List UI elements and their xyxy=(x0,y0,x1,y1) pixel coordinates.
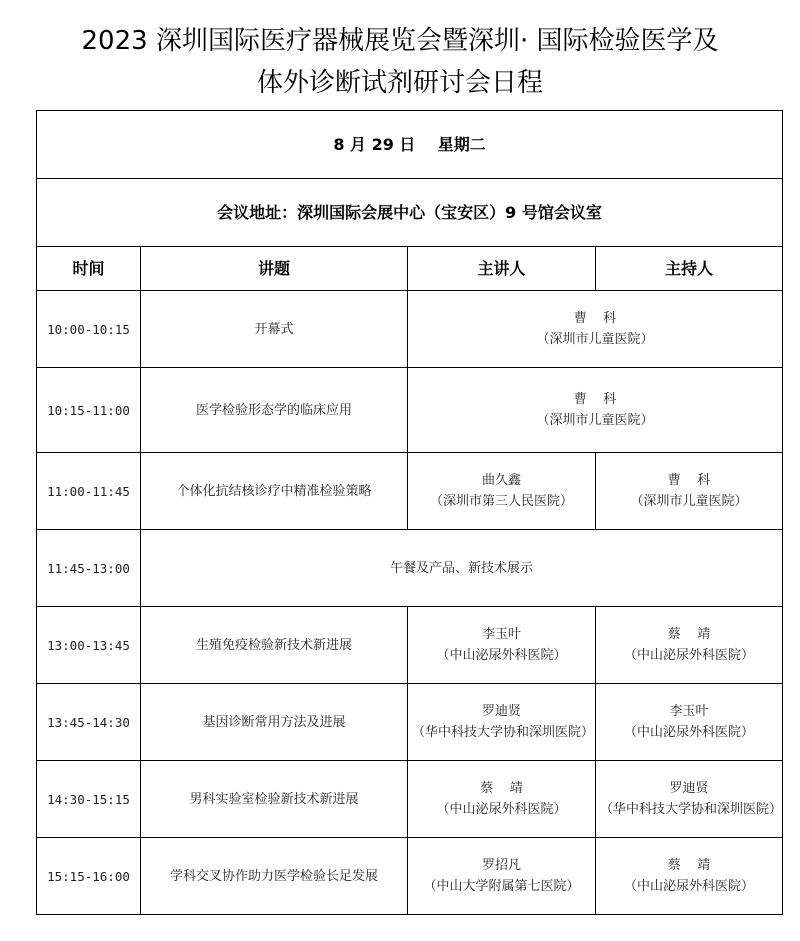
time-cell: 14:30-15:15 xyxy=(37,761,141,838)
host-cell xyxy=(596,838,783,915)
speaker-name: 李玉叶 xyxy=(481,627,521,642)
speaker-org: （华中科技大学协和深圳医院） xyxy=(412,725,595,740)
column-header-topic: 讲题 xyxy=(141,247,408,291)
table-row xyxy=(37,291,783,368)
person-org: （深圳市儿童医院） xyxy=(536,413,654,428)
table-row xyxy=(37,684,783,761)
host-cell xyxy=(596,607,783,684)
host-org: （中山泌尿外科医院） xyxy=(624,879,755,894)
speaker-name: 罗招凡 xyxy=(481,858,521,873)
time-cell: 10:00-10:15 xyxy=(37,291,141,368)
person-org: （深圳市儿童医院） xyxy=(536,332,654,347)
speaker-cell xyxy=(408,607,596,684)
time-cell: 15:15-16:00 xyxy=(37,838,141,915)
topic-cell: 学科交叉协作助力医学检验长足发展 xyxy=(141,838,408,915)
topic-cell: 开幕式 xyxy=(141,291,408,368)
host-name: 李玉叶 xyxy=(669,704,709,719)
topic-cell: 基因诊断常用方法及进展 xyxy=(141,684,408,761)
lunch-cell: 午餐及产品、新技术展示 xyxy=(141,530,783,607)
host-cell xyxy=(596,761,783,838)
table-row xyxy=(37,761,783,838)
schedule-table xyxy=(36,110,783,915)
speaker-host-cell xyxy=(408,291,783,368)
table-row xyxy=(37,368,783,453)
speaker-name: 曲久鑫 xyxy=(481,473,521,488)
person-name: 曹 科 xyxy=(573,311,617,326)
speaker-cell xyxy=(408,453,596,530)
page-title-line-2: 体外诊断试剂研讨会日程 xyxy=(256,68,543,98)
host-org: （深圳市儿童医院） xyxy=(630,494,748,509)
venue-header: 会议地址：深圳国际会展中心（宝安区）9 号馆会议室 xyxy=(37,179,783,247)
host-name: 蔡 靖 xyxy=(667,858,711,873)
speaker-org: （深圳市第三人民医院） xyxy=(429,494,573,509)
time-cell: 11:45-13:00 xyxy=(37,530,141,607)
host-name: 蔡 靖 xyxy=(667,627,711,642)
page-title-line-1: 2023 深圳国际医疗器械展览会暨深圳· 国际检验医学及 xyxy=(81,26,719,56)
host-name: 曹 科 xyxy=(667,473,711,488)
speaker-name: 罗迪贤 xyxy=(481,704,521,719)
speaker-org: （中山泌尿外科医院） xyxy=(436,648,567,663)
topic-cell: 生殖免疫检验新技术新进展 xyxy=(141,607,408,684)
column-header-time: 时间 xyxy=(37,247,141,291)
topic-cell: 个体化抗结核诊疗中精准检验策略 xyxy=(141,453,408,530)
speaker-cell xyxy=(408,684,596,761)
host-org: （华中科技大学协和深圳医院） xyxy=(600,802,783,817)
host-name: 罗迪贤 xyxy=(669,781,709,796)
speaker-host-cell xyxy=(408,368,783,453)
table-row xyxy=(37,453,783,530)
host-cell xyxy=(596,453,783,530)
topic-cell: 男科实验室检验新技术新进展 xyxy=(141,761,408,838)
host-cell xyxy=(596,684,783,761)
speaker-name: 蔡 靖 xyxy=(480,781,523,796)
column-header-speaker: 主讲人 xyxy=(408,247,596,291)
date-header: 8 月 29 日 星期二 xyxy=(37,111,783,179)
speaker-org: （中山泌尿外科医院） xyxy=(436,802,567,817)
table-row xyxy=(37,530,783,607)
time-cell: 13:45-14:30 xyxy=(37,684,141,761)
topic-cell: 医学检验形态学的临床应用 xyxy=(141,368,408,453)
person-name: 曹 科 xyxy=(573,392,617,407)
host-org: （中山泌尿外科医院） xyxy=(624,725,755,740)
time-cell: 11:00-11:45 xyxy=(37,453,141,530)
speaker-org: （中山大学附属第七医院） xyxy=(423,879,580,894)
speaker-cell xyxy=(408,838,596,915)
host-org: （中山泌尿外科医院） xyxy=(624,648,755,663)
time-cell: 10:15-11:00 xyxy=(37,368,141,453)
table-row xyxy=(37,607,783,684)
table-row xyxy=(37,838,783,915)
speaker-cell xyxy=(408,761,596,838)
time-cell: 13:00-13:45 xyxy=(37,607,141,684)
column-header-host: 主持人 xyxy=(596,247,783,291)
